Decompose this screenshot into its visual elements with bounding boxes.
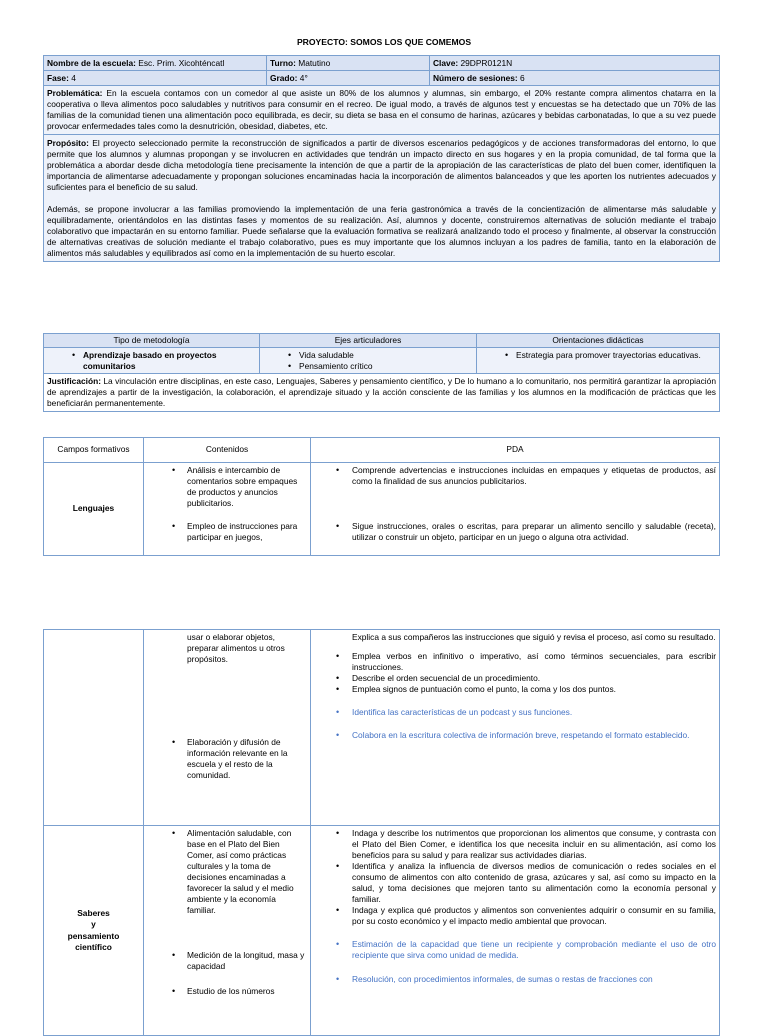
- header-contenidos: Contenidos: [144, 438, 311, 463]
- grade-cell: Grado: 4°: [267, 71, 430, 86]
- ejes-cell: [260, 348, 477, 374]
- contenido-item: • Alimentación saludable, con base en el Plato del Bien Comer, así como prácticas culturales y la toma de decisiones encaminadas a favorecer la salud y el medio ambiente y la economía familiar.: [147, 828, 307, 917]
- contenido-item: • Empleo de instrucciones para participar en juegos,: [147, 521, 307, 543]
- contenidos-saberes: [144, 826, 311, 1036]
- contenido-item: • Análisis e intercambio de comentarios sobre empaques de productos y anuncios publicitarios.: [147, 465, 307, 509]
- eje-item: • Vida saludable: [263, 350, 473, 361]
- school-cell: Nombre de la escuela: Esc. Prim. Xicohténcatl: [44, 56, 267, 71]
- contenido-item: • Medición de la longitud, masa y capacidad: [147, 950, 307, 972]
- pda-item: • Identifica y analiza la influencia de diversos medios de comunicación o redes sociales en el consumo de alimentos con alto contenido de grasa, azúcares y sal, así como su impacto en la salud, y toma decisiones que mejoren tanto su alimentación como la economía personal y familiar.: [314, 861, 716, 905]
- pda-item-blue: • Estimación de la capacidad que tiene un recipiente y comprobación mediante el uso de otro recipiente que sirva como unidad de medida.: [314, 939, 716, 961]
- pda-item: • Indaga y describe los nutrimentos que proporcionan los alimentos que consume, y contrasta con el Plato del Bien Comer, e identifica los que necesita incluir en su alimentación, así como los beneficios para su salud y para realizar sus actividades diarias.: [314, 828, 716, 861]
- campos-table: [43, 437, 720, 556]
- justificacion-cell: Justificación: La vinculación entre disciplinas, en este caso, Lenguajes, Saberes y pensamiento científico, y De lo humano a lo comunitario, nos permitirá garantizar la apropiación de aprendizajes a partir de la investigación, la colaboración, el aprendizaje situado y la acción consciente de las familias y los alumnos en la modificación de prácticas que les beneficiarán permanentemente.: [44, 374, 720, 411]
- header-pda: PDA: [311, 438, 720, 463]
- sessions-cell: Número de sesiones: 6: [430, 71, 720, 86]
- tipo-item: • Aprendizaje basado en proyectos comunitarios: [47, 350, 256, 372]
- pda-item: • Describe el orden secuencial de un procedimiento.: [314, 673, 716, 684]
- pda-lenguajes: [311, 463, 720, 556]
- pda-item-blue: • Identifica las características de un podcast y sus funciones.: [314, 707, 716, 718]
- contenidos-lenguajes: [144, 463, 311, 556]
- pda-saberes: [311, 826, 720, 1036]
- eje-item: • Pensamiento crítico: [263, 361, 473, 372]
- header-orientaciones: Orientaciones didácticas: [477, 334, 720, 348]
- header-ejes: Ejes articuladores: [260, 334, 477, 348]
- project-title: PROYECTO: SOMOS LOS QUE COMEMOS: [296, 37, 472, 47]
- proposito-cell: Propósito: El proyecto seleccionado permite la reconstrucción de significados a partir de diversos escenarios pedagógicos y de acciones transformadoras del entorno, lo que permite que los alumnos y alumnas propongan y se involucren en actividades que tendrán un impacto directo en sus hogares y en la propia comunidad, de tal forma que la problemática a abordar desde dicha metodología tiene precisamente la intención de que a partir de la apropiación de las características de plato del buen comer, identifiquen la importancia de alimentarse adecuadamente y propongan soluciones encaminadas hacia la incorporación de alimentos balanceados y que les aporten los nutrientes adecuados y suficientes para el beneficio de su salud. Además, se propone involucrar a las familias promoviendo la implementación de una feria gastronómica a través de la concientización de alimentarse más saludable y equilibradamente, orientándolos en las distintas fases y momentos de su realización. Así, alumnos y docente, construiremos alternativas de solución mediante el trabajo colaborativo que impactarán en su entorno familiar. Puede señalarse que la evaluación formativa se realizará analizando todo el proceso y finalmente, al observar la construcción de alternativas creativas de solución mediante el trabajo colaborativo, pues es muy importante que los alumnos incluyan a los padres de familia, tanto en la elaboración de alimentos más saludables y equilibrados así como en la implementación de su huerto escolar.: [44, 134, 720, 261]
- tipo-cell: [44, 348, 260, 374]
- pda-item: • Emplea verbos en infinitivo o imperativo, así como términos secuenciales, para escribir instrucciones.: [314, 651, 716, 673]
- pda-item: • Comprende advertencias e instrucciones incluidas en empaques y etiquetas de productos, así como la finalidad de sus anuncios publicitarios.: [314, 465, 716, 487]
- pda-item-blue: • Colabora en la escritura colectiva de información breve, respetando el formato establecido.: [314, 730, 716, 741]
- key-cell: Clave: 29DPR0121N: [430, 56, 720, 71]
- header-tipo: Tipo de metodología: [44, 334, 260, 348]
- phase-cell: Fase: 4: [44, 71, 267, 86]
- contenido-item: • Elaboración y difusión de información relevante en la escuela y el resto de la comunidad.: [147, 737, 307, 781]
- campo-lenguajes: Lenguajes: [44, 463, 144, 556]
- pda-item: • Indaga y explica qué productos y alimentos son convenientes adquirir o consumir en su familia, por su costo económico y el impacto medio ambiental que provocan.: [314, 905, 716, 927]
- pda-item-blue: • Resolución, con procedimientos informales, de sumas o restas de fracciones con: [314, 974, 716, 985]
- shift-cell: Turno: Matutino: [267, 56, 430, 71]
- orientaciones-cell: [477, 348, 720, 374]
- campo-saberes: Saberes y pensamiento científico: [44, 826, 144, 1036]
- campos-table-continued: [43, 629, 720, 1036]
- pda-lenguajes-continued: [311, 630, 720, 826]
- pda-item: • Emplea signos de puntuación como el punto, la coma y los dos puntos.: [314, 684, 716, 695]
- campo-lenguajes-continued: [44, 630, 144, 826]
- pda-continued: Explica a sus compañeros las instrucciones que siguió y revisa el proceso, así como su resultado.: [352, 631, 716, 642]
- proposito-paragraph-2: Además, se propone involucrar a las familias promoviendo la implementación de una feria gastronómica a través de la concientización de alimentarse más saludable y equilibradamente, orientándolos en las distintas fases y momentos de su realización. Así, alumnos y docente, construiremos alternativas de solución mediante el trabajo colaborativo que impactarán en su entorno familiar. Puede señalarse que la evaluación formativa se realizará analizando todo el proceso y finalmente, al observar la construcción de alternativas creativas de solución mediante el trabajo colaborativo, pues es muy importante que los alumnos incluyan a los padres de familia, tanto en la elaboración de alimentos más saludables y equilibrados así como en la implementación de su huerto escolar.: [47, 203, 716, 258]
- header-campos: Campos formativos: [44, 438, 144, 463]
- problematica-cell: Problemática: En la escuela contamos con un comedor al que asiste un 80% de los alumnos y alumnas, sin embargo, el 20% restante compra alimentos chatarra en la cooperativa o lleva alimentos poco saludables y nutritivos para consumir en el recreo. De igual modo, a través de algunos test y encuestas se ha detectado que un 70% de las familias de la comunidad tienen una alimentación poco equilibrada, es decir, su dieta se basa en el consumo de harinas, azúcares y bebidas carbonatadas, lo que a su vez puede provocar enfermedades tales como la desnutrición, obesidad, diabetes, etc.: [44, 86, 720, 134]
- methodology-table: [43, 333, 720, 412]
- info-table: [43, 55, 720, 262]
- contenido-continued: usar o elaborar objetos, preparar alimentos u otros propósitos.: [187, 631, 285, 664]
- contenido-item: • Estudio de los números: [147, 986, 307, 997]
- contenidos-lenguajes-continued: [144, 630, 311, 826]
- orientacion-item: • Estrategia para promover trayectorias educativas.: [480, 350, 716, 361]
- pda-item: • Sigue instrucciones, orales o escritas, para preparar un alimento sencillo y saludable (receta), utilizar o construir un objeto, participar en un juego o alguna otra actividad.: [314, 521, 716, 543]
